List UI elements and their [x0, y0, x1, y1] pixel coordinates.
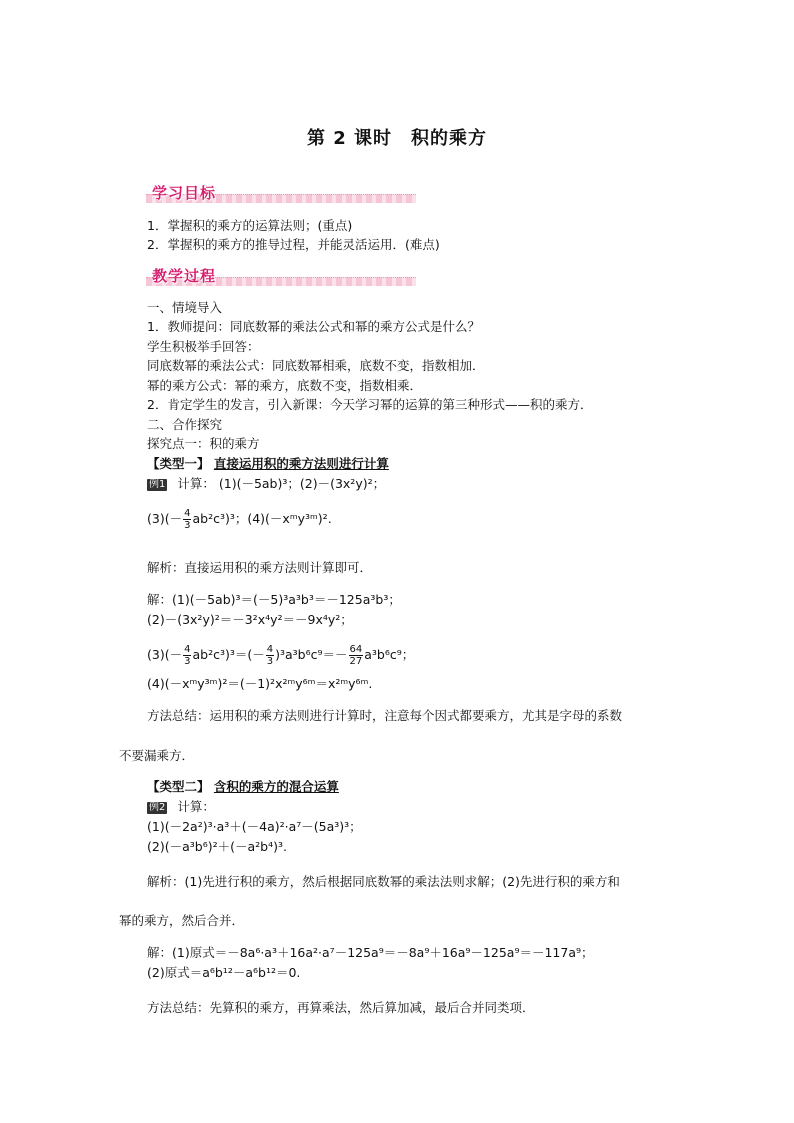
numerator: 4	[184, 508, 191, 519]
page-title: 第 2 课时 积的乘方	[306, 128, 488, 149]
fraction	[266, 644, 274, 667]
teaching-process-banner	[146, 265, 416, 287]
method-summary-cont: 不要漏乘方．	[119, 748, 195, 763]
goal-item: 2．掌握积的乘方的推导过程，并能灵活运用．(难点)	[147, 237, 440, 252]
denominator: 27	[349, 656, 363, 667]
numerator: 4	[184, 644, 191, 655]
type-heading	[147, 779, 339, 795]
solution-line: 解：(1)(－5ab)³＝(－5)³a³b³＝－125a³b³；	[147, 592, 401, 607]
solution-line: 解：(1)原式＝－8a⁶·a³＋16a²·a⁷－125a⁹＝－8a⁹＋16a⁹－125a⁹＝－117a⁹；	[147, 945, 594, 960]
type-name: 直接运用积的乘方法则进行计算	[213, 456, 389, 471]
expr-part: ab²c³)³；(4)(－xᵐy³ᵐ)².	[192, 511, 332, 526]
example-question	[147, 508, 332, 531]
example-line	[147, 799, 215, 815]
denominator: 3	[184, 520, 191, 531]
learning-goals-banner	[146, 182, 416, 204]
fraction	[349, 644, 364, 667]
analysis-cont: 幂的乘方，然后合并．	[119, 913, 245, 928]
paragraph: 1．教师提问：同底数幂的乘法公式和幂的乘方公式是什么？	[147, 319, 480, 334]
example-question: (1)(－5ab)³；(2)－(3x²y)²；	[218, 476, 386, 491]
type-tag: 【类型一】	[147, 456, 210, 471]
paragraph: 2．肯定学生的发言，引入新课：今天学习幂的运算的第三种形式——积的乘方．	[147, 397, 593, 412]
solution-line: (2)－(3x²y)²＝－3²x⁴y²＝－9x⁴y²；	[147, 612, 353, 627]
expr-part: ab²c³)³＝(－	[192, 647, 265, 662]
analysis: 解析：直接运用积的乘方法则计算即可．	[147, 560, 373, 575]
example-line	[147, 476, 385, 492]
solution-line: (2)原式＝a⁶b¹²－a⁶b¹²＝0.	[147, 965, 301, 980]
type-tag: 【类型二】	[147, 779, 210, 794]
fraction	[183, 508, 191, 531]
paragraph: 幂的乘方公式：幂的乘方，底数不变，指数相乘．	[147, 378, 423, 393]
method-summary: 方法总结：运用积的乘方法则进行计算时，注意每个因式都要乘方，尤其是字母的系数	[147, 708, 623, 723]
denominator: 3	[184, 656, 191, 667]
section-heading: 二、合作探究	[147, 417, 223, 432]
analysis: 解析：(1)先进行积的乘方，然后根据同底数幂的乘法法则求解；(2)先进行积的乘方和	[147, 874, 620, 889]
expr-part: (3)(－	[147, 647, 183, 662]
goal-item: 1．掌握积的乘方的运算法则；(重点)	[147, 218, 353, 233]
solution-line: (4)(－xᵐy³ᵐ)²＝(－1)²x²ᵐy⁶ᵐ＝x²ᵐy⁶ᵐ.	[147, 676, 373, 691]
expr-part: )³a³b⁶c⁹＝－	[275, 647, 348, 662]
banner-label: 学习目标	[152, 184, 217, 202]
banner-label: 教学过程	[152, 267, 217, 285]
denominator: 3	[266, 656, 274, 667]
method-summary: 方法总结：先算积的乘方，再算乘法，然后算加减，最后合并同类项．	[147, 1000, 535, 1015]
example-badge: 例1	[149, 479, 166, 490]
paragraph: 同底数幂的乘法公式：同底数幂相乘，底数不变，指数相加．	[147, 358, 485, 373]
numerator: 4	[266, 644, 274, 655]
section-heading: 一、情境导入	[147, 300, 223, 315]
example-prompt: 计算：	[177, 799, 215, 814]
expr-part: (3)(－	[147, 511, 183, 526]
example-badge: 例2	[149, 802, 166, 813]
type-heading	[147, 456, 389, 472]
paragraph: 学生积极举手回答：	[147, 339, 260, 354]
numerator: 64	[349, 644, 363, 655]
fraction	[183, 644, 191, 667]
example-question: (1)(－2a²)³·a³＋(－4a)²·a⁷－(5a³)³；	[147, 819, 362, 834]
expr-part: a³b⁶c⁹；	[364, 647, 415, 662]
example-question: (2)(－a³b⁶)²＋(－a²b⁴)³.	[147, 839, 287, 854]
type-name: 含积的乘方的混合运算	[213, 779, 339, 794]
subsection-heading: 探究点一：积的乘方	[147, 436, 260, 451]
example-prompt: 计算：	[177, 476, 215, 491]
solution-line	[147, 644, 414, 667]
